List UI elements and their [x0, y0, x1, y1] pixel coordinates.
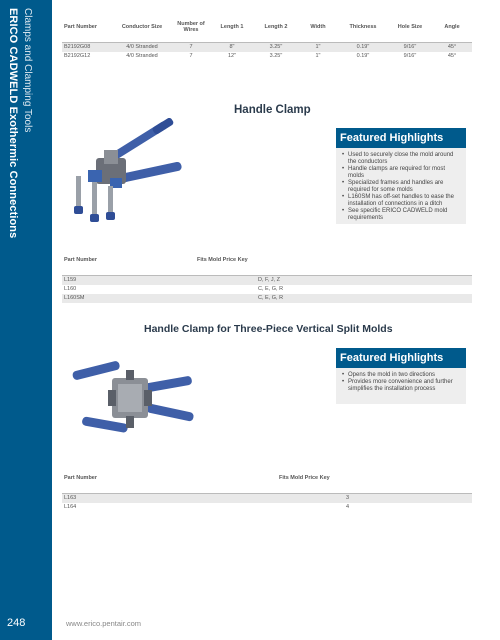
table-row: [62, 275, 472, 285]
table-cell: 7: [172, 42, 210, 52]
table-cell: 45°: [432, 42, 472, 52]
list-item: • Provides more convenience and further simplifies the installation process: [342, 379, 460, 393]
section-title-handle-clamp: Handle Clamp: [234, 104, 311, 116]
featured-highlights-title: Featured Highlights: [336, 128, 466, 148]
table-header-row: [62, 463, 472, 493]
table-cell: 9/16": [388, 42, 432, 52]
featured-highlights-title: Featured Highlights: [336, 348, 466, 368]
col-header: Thickness: [349, 23, 377, 30]
table-row: [62, 493, 472, 503]
table-row: [62, 294, 472, 303]
col-header: Hole Size: [397, 23, 423, 30]
table-cell: 0.19": [338, 52, 388, 61]
table-cell: D, F, J, Z: [122, 275, 472, 285]
table-cell: L160: [62, 285, 122, 294]
table-cell: 12": [210, 52, 254, 61]
col-header: Part Number: [64, 256, 98, 263]
table-cell: 0.19": [338, 42, 388, 52]
three-piece-clamp-image: [68, 360, 198, 442]
table-cell: 45°: [432, 52, 472, 61]
col-header: Length 1: [220, 23, 244, 30]
list-item: • Used to securely close the mold around the conductors: [342, 152, 460, 166]
table-cell: C, E, G, R: [122, 285, 472, 294]
col-header: Conductor Size: [121, 23, 163, 30]
table-header-row: [62, 12, 472, 42]
table-cell: 4: [122, 503, 472, 512]
table-row: [62, 52, 472, 61]
table-cell: 4/0 Stranded: [112, 52, 172, 61]
table-row: [62, 42, 472, 52]
col-header: Fits Mold Price Key: [279, 474, 330, 481]
table-cell: 3: [122, 493, 472, 503]
col-header: Length 2: [264, 23, 288, 30]
table-cell: 3.25": [254, 42, 298, 52]
featured-highlights-2: [336, 348, 466, 404]
list-item: • Opens the mold in two directions: [342, 372, 460, 379]
col-header: Fits Mold Price Key: [197, 256, 248, 263]
top-spec-table: [62, 12, 472, 61]
highlights-list: [336, 148, 466, 222]
table-cell: 8": [210, 42, 254, 52]
col-header: Angle: [444, 23, 460, 30]
highlights-list: [336, 368, 466, 393]
table-cell: L164: [62, 503, 122, 512]
table-row: [62, 285, 472, 294]
col-header: Number of Wires: [177, 20, 205, 33]
table-cell: 1": [298, 42, 338, 52]
handle-clamp-table: [62, 245, 472, 303]
table-cell: B2192G08: [62, 42, 112, 52]
table-cell: 3.25": [254, 52, 298, 61]
table-row: [62, 503, 472, 512]
page-number: 248: [7, 617, 26, 629]
three-piece-clamp-table: [62, 463, 472, 512]
col-header: Part Number: [64, 23, 98, 30]
table-cell: C, E, G, R: [122, 294, 472, 303]
list-item: • Specialized frames and handles are required for some molds: [342, 180, 460, 194]
sidebar-subtitle: Clamps and Clamping Tools: [22, 8, 33, 133]
table-cell: 9/16": [388, 52, 432, 61]
table-cell: 7: [172, 52, 210, 61]
sidebar-title: ERICO CADWELD Exothermic Connections: [7, 8, 19, 239]
table-header-row: [62, 245, 472, 275]
section-title-three-piece-clamp: Handle Clamp for Three-Piece Vertical Split Molds: [144, 323, 393, 335]
featured-highlights-1: [336, 128, 466, 224]
sidebar: [0, 0, 52, 640]
col-header: Part Number: [64, 474, 98, 481]
table-cell: L159: [62, 275, 122, 285]
col-header: Width: [310, 23, 326, 30]
table-cell: 4/0 Stranded: [112, 42, 172, 52]
table-cell: 1": [298, 52, 338, 61]
list-item: • Handle clamps are required for most molds: [342, 166, 460, 180]
handle-clamp-image: [64, 118, 194, 228]
table-cell: L163: [62, 493, 122, 503]
list-item: • L160SM has off-set handles to ease the installation of connections in a ditch: [342, 194, 460, 208]
table-cell: B2192G12: [62, 52, 112, 61]
list-item: • See specific ERICO CADWELD mold requirements: [342, 208, 460, 222]
table-cell: L160SM: [62, 294, 122, 303]
footer-url[interactable]: www.erico.pentair.com: [66, 619, 142, 628]
